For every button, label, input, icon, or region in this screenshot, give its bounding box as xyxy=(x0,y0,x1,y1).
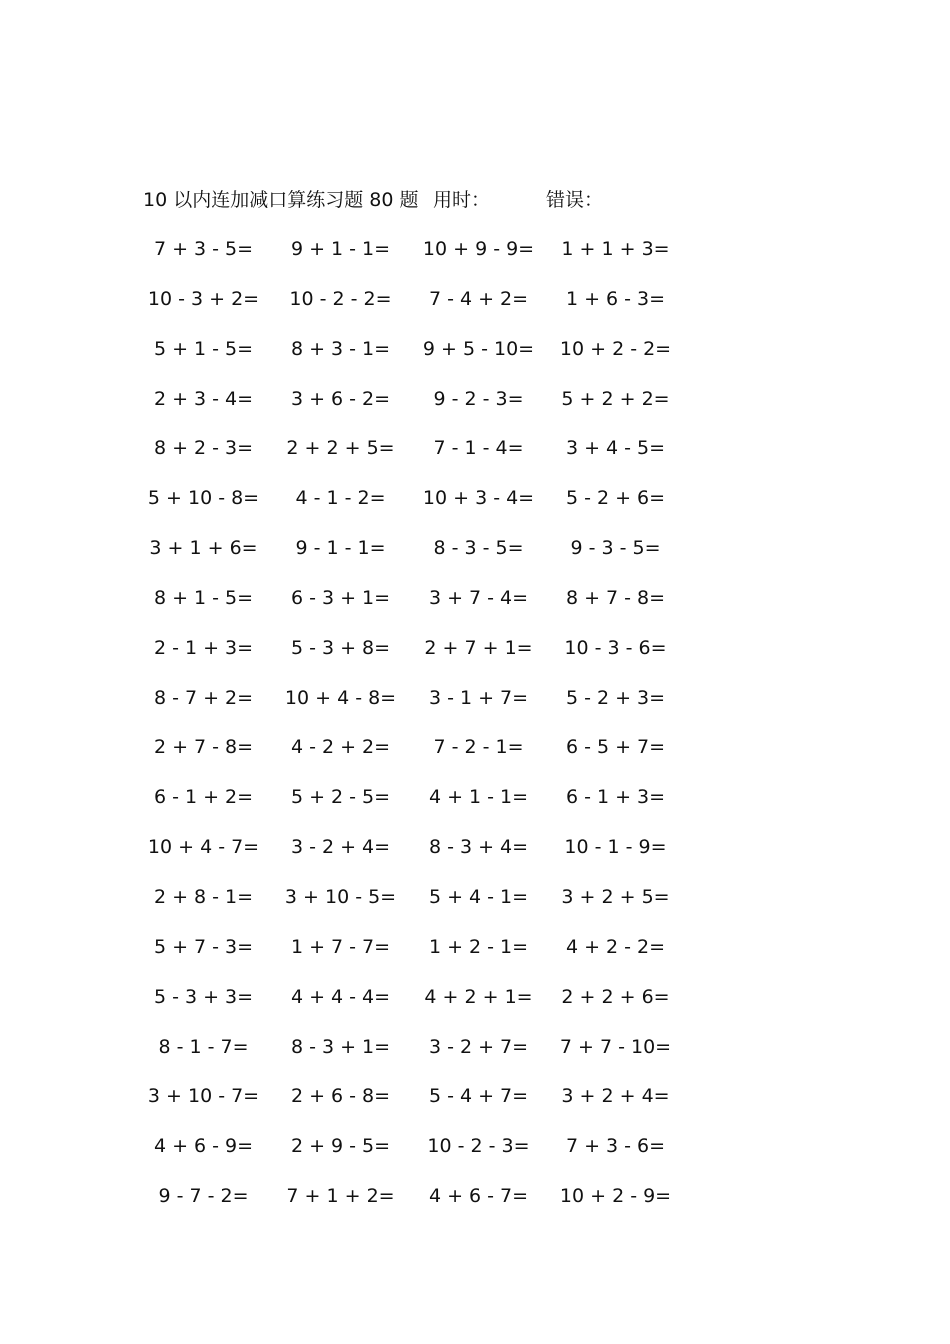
problem-row xyxy=(0,1034,950,1084)
arithmetic-problem: 4 + 2 - 2= xyxy=(565,935,666,958)
arithmetic-problem: 8 + 2 - 3= xyxy=(153,437,254,460)
arithmetic-problem: 2 + 7 - 8= xyxy=(153,736,254,759)
arithmetic-problem: 2 + 8 - 1= xyxy=(153,885,254,908)
arithmetic-problem: 10 - 2 - 2= xyxy=(289,287,392,310)
arithmetic-problem: 5 + 2 + 2= xyxy=(561,387,670,410)
problem-row xyxy=(0,834,950,884)
arithmetic-problem: 5 + 4 - 1= xyxy=(428,885,529,908)
arithmetic-problem: 2 + 2 + 5= xyxy=(286,437,395,460)
arithmetic-problem: 1 + 1 + 3= xyxy=(561,238,670,260)
arithmetic-problem: 4 + 4 - 4= xyxy=(290,985,391,1008)
problem-row xyxy=(0,336,950,386)
arithmetic-problem: 3 - 1 + 7= xyxy=(428,686,529,709)
arithmetic-problem: 5 + 10 - 8= xyxy=(147,487,260,510)
arithmetic-problem: 2 + 2 + 6= xyxy=(561,985,670,1008)
arithmetic-problem: 5 - 3 + 8= xyxy=(290,636,391,659)
arithmetic-problem: 2 + 6 - 8= xyxy=(290,1085,391,1108)
arithmetic-problem: 5 - 4 + 7= xyxy=(428,1085,529,1108)
arithmetic-problem: 9 + 5 - 10= xyxy=(422,337,535,360)
problem-row xyxy=(0,1133,950,1183)
arithmetic-problem: 7 + 3 - 6= xyxy=(565,1135,666,1158)
arithmetic-problem: 3 - 2 + 4= xyxy=(290,836,391,859)
problem-row xyxy=(0,635,950,685)
arithmetic-problem: 3 + 2 + 4= xyxy=(561,1085,670,1108)
arithmetic-problem: 10 + 4 - 7= xyxy=(147,836,260,859)
arithmetic-problem: 3 + 10 - 7= xyxy=(147,1085,260,1108)
arithmetic-problem: 8 - 3 + 1= xyxy=(290,1035,391,1058)
arithmetic-problem: 10 + 4 - 8= xyxy=(284,686,397,709)
arithmetic-problem: 3 + 2 + 5= xyxy=(561,885,670,908)
problem-row xyxy=(0,286,950,336)
arithmetic-problem: 7 - 4 + 2= xyxy=(428,287,529,310)
problem-row xyxy=(0,386,950,436)
problem-row xyxy=(0,236,950,286)
error-count-label: 错误： xyxy=(546,189,604,211)
arithmetic-problem: 6 - 3 + 1= xyxy=(290,586,391,609)
arithmetic-problem: 10 + 2 - 9= xyxy=(559,1185,672,1208)
arithmetic-problem: 10 - 3 - 6= xyxy=(564,636,667,659)
arithmetic-problem: 8 + 1 - 5= xyxy=(153,586,254,609)
arithmetic-problem: 3 + 4 - 5= xyxy=(565,437,666,460)
arithmetic-problem: 8 + 3 - 1= xyxy=(290,337,391,360)
problem-row xyxy=(0,984,950,1034)
arithmetic-problem: 3 + 7 - 4= xyxy=(428,586,529,609)
arithmetic-problem: 4 + 6 - 9= xyxy=(153,1135,254,1158)
arithmetic-problem: 8 + 7 - 8= xyxy=(565,586,666,609)
arithmetic-problem: 5 + 2 - 5= xyxy=(290,786,391,809)
arithmetic-problem: 3 - 2 + 7= xyxy=(428,1035,529,1058)
problem-grid xyxy=(0,236,950,1233)
arithmetic-problem: 4 - 2 + 2= xyxy=(290,736,391,759)
arithmetic-problem: 4 - 1 - 2= xyxy=(295,487,386,510)
arithmetic-problem: 3 + 1 + 6= xyxy=(149,537,258,560)
problem-row xyxy=(0,685,950,735)
arithmetic-problem: 5 + 7 - 3= xyxy=(153,935,254,958)
arithmetic-problem: 7 + 1 + 2= xyxy=(286,1185,395,1208)
arithmetic-problem: 6 - 5 + 7= xyxy=(565,736,666,759)
arithmetic-problem: 8 - 1 - 7= xyxy=(158,1035,249,1058)
arithmetic-problem: 8 - 3 - 5= xyxy=(433,537,524,560)
arithmetic-problem: 4 + 1 - 1= xyxy=(428,786,529,809)
arithmetic-problem: 1 + 7 - 7= xyxy=(290,935,391,958)
arithmetic-problem: 2 + 9 - 5= xyxy=(290,1135,391,1158)
problem-row xyxy=(0,884,950,934)
arithmetic-problem: 3 + 6 - 2= xyxy=(290,387,391,410)
arithmetic-problem: 10 - 3 + 2= xyxy=(147,287,260,310)
arithmetic-problem: 8 - 7 + 2= xyxy=(153,686,254,709)
arithmetic-problem: 5 - 3 + 3= xyxy=(153,985,254,1008)
arithmetic-problem: 9 - 3 - 5= xyxy=(570,537,661,560)
arithmetic-problem: 2 - 1 + 3= xyxy=(153,636,254,659)
arithmetic-problem: 2 + 7 + 1= xyxy=(424,636,533,659)
problem-row xyxy=(0,1083,950,1133)
arithmetic-problem: 10 - 2 - 3= xyxy=(427,1135,530,1158)
problem-row xyxy=(0,784,950,834)
worksheet-header xyxy=(143,186,843,214)
arithmetic-problem: 5 - 2 + 3= xyxy=(565,686,666,709)
arithmetic-problem: 10 - 1 - 9= xyxy=(564,836,667,859)
arithmetic-problem: 4 + 6 - 7= xyxy=(428,1185,529,1208)
problem-row xyxy=(0,485,950,535)
arithmetic-problem: 5 + 1 - 5= xyxy=(153,337,254,360)
arithmetic-problem: 7 - 1 - 4= xyxy=(433,437,524,460)
arithmetic-problem: 9 - 2 - 3= xyxy=(433,387,524,410)
problem-row xyxy=(0,734,950,784)
arithmetic-problem: 9 + 1 - 1= xyxy=(290,238,391,260)
arithmetic-problem: 9 - 7 - 2= xyxy=(158,1185,249,1208)
arithmetic-problem: 3 + 10 - 5= xyxy=(284,885,397,908)
problem-row xyxy=(0,1183,950,1233)
problem-row xyxy=(0,934,950,984)
arithmetic-problem: 4 + 2 + 1= xyxy=(424,985,533,1008)
arithmetic-problem: 7 - 2 - 1= xyxy=(433,736,524,759)
arithmetic-problem: 1 + 2 - 1= xyxy=(428,935,529,958)
arithmetic-problem: 2 + 3 - 4= xyxy=(153,387,254,410)
problem-row xyxy=(0,585,950,635)
time-used-label: 用时： xyxy=(433,189,491,211)
arithmetic-problem: 7 + 3 - 5= xyxy=(153,238,254,260)
arithmetic-problem: 8 - 3 + 4= xyxy=(428,836,529,859)
arithmetic-problem: 10 + 3 - 4= xyxy=(422,487,535,510)
arithmetic-problem: 5 - 2 + 6= xyxy=(565,487,666,510)
problem-row xyxy=(0,435,950,485)
worksheet-title: 10 以内连加减口算练习题 80 题 xyxy=(143,189,419,211)
arithmetic-problem: 6 - 1 + 3= xyxy=(565,786,666,809)
arithmetic-problem: 6 - 1 + 2= xyxy=(153,786,254,809)
arithmetic-problem: 1 + 6 - 3= xyxy=(565,287,666,310)
arithmetic-problem: 10 + 9 - 9= xyxy=(422,238,535,260)
arithmetic-problem: 9 - 1 - 1= xyxy=(295,537,386,560)
arithmetic-problem: 7 + 7 - 10= xyxy=(559,1035,672,1058)
arithmetic-problem: 10 + 2 - 2= xyxy=(559,337,672,360)
problem-row xyxy=(0,535,950,585)
